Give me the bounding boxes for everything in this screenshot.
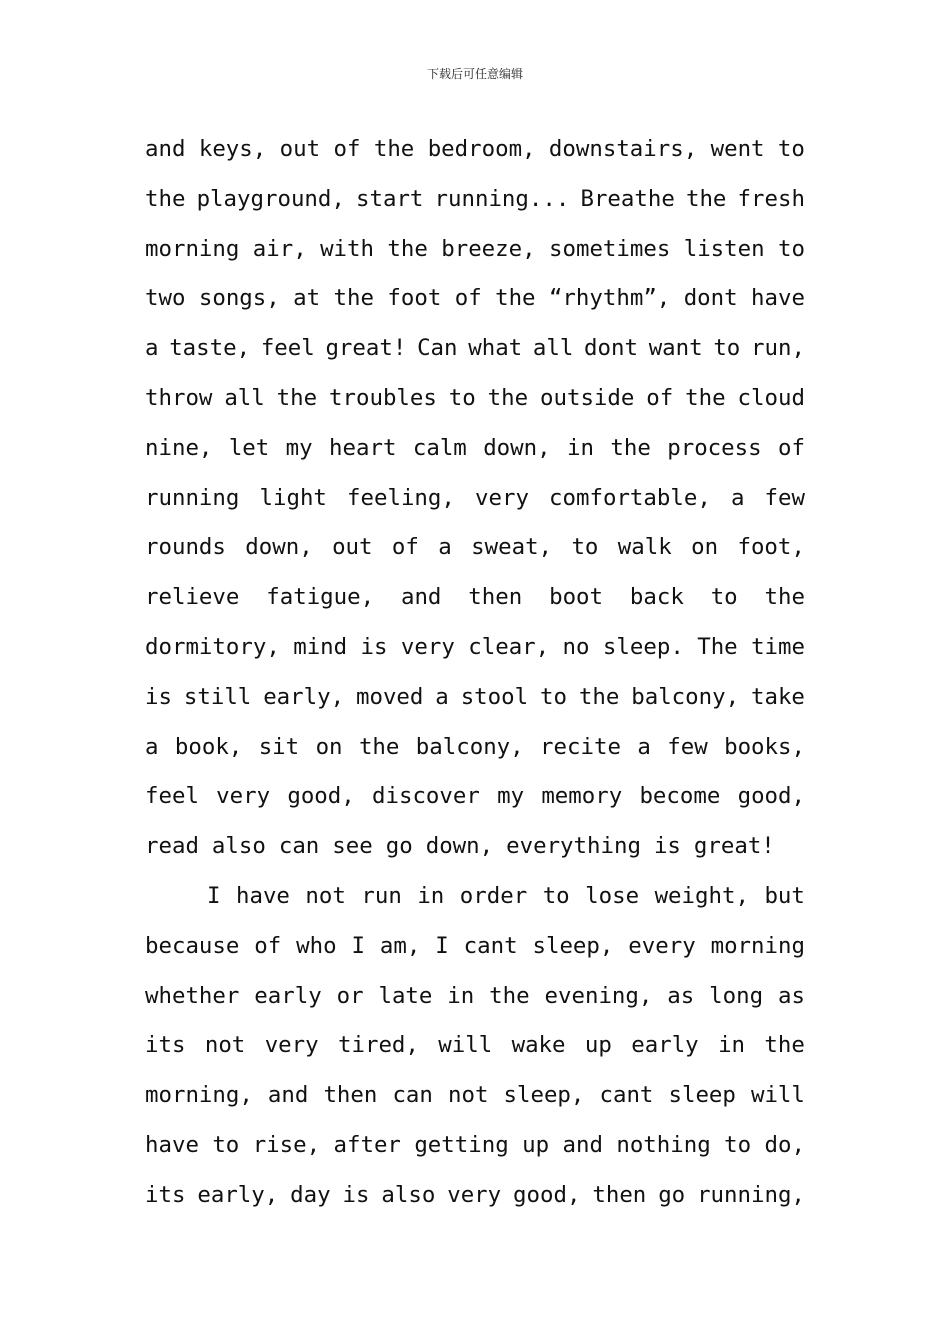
word: in [567, 434, 594, 461]
word: the [685, 185, 727, 212]
word: cloud [737, 384, 805, 411]
word: and [145, 136, 186, 162]
word: as [667, 982, 695, 1009]
word: a [637, 733, 651, 760]
word: is [653, 833, 681, 860]
word: not [204, 1032, 246, 1059]
word: to [571, 534, 599, 561]
word: mind [293, 633, 348, 660]
word: recite [540, 733, 621, 760]
word: let [228, 434, 270, 461]
word: no [562, 633, 590, 660]
word: very [264, 1032, 319, 1059]
document-body [145, 125, 805, 1221]
word: evening, [544, 982, 653, 1009]
word: up [522, 1131, 550, 1158]
word: rounds [145, 534, 226, 561]
word: day [290, 1181, 331, 1208]
word: not [447, 1082, 489, 1109]
word: sleep, [503, 1082, 585, 1109]
word: early [254, 982, 322, 1009]
word: stool [460, 683, 529, 710]
word: the [487, 384, 529, 411]
text-line [145, 474, 805, 524]
word: few [667, 733, 708, 760]
word: comfortable, [549, 484, 711, 511]
word: who [296, 932, 337, 959]
word: downstairs, [548, 136, 698, 162]
word: my [285, 434, 313, 461]
word: books, [724, 733, 805, 760]
word: the [373, 136, 415, 162]
word: dormitory, [145, 633, 280, 660]
word: the [387, 235, 428, 262]
word: a [438, 534, 452, 561]
word: have [751, 285, 805, 312]
word: everything [506, 833, 641, 860]
word: rise, [252, 1131, 321, 1158]
word: the [764, 584, 805, 611]
word: down, [483, 434, 551, 461]
word: of [391, 534, 419, 561]
word: lose [585, 882, 640, 909]
word: am, [379, 932, 421, 959]
word: dont [683, 285, 738, 312]
word: will [438, 1032, 493, 1059]
word: and [267, 1082, 309, 1109]
word: fresh [737, 185, 805, 212]
word: playground, [196, 185, 345, 212]
text-line [145, 573, 805, 623]
word: not [305, 882, 346, 909]
word: go [385, 833, 413, 860]
word: balcony, [415, 733, 524, 760]
word: out [332, 534, 373, 561]
word: the [578, 683, 620, 710]
text-line [145, 125, 805, 175]
word: very [475, 484, 529, 511]
word: then [592, 1181, 647, 1208]
word: early, [263, 683, 345, 710]
word: cant [599, 1082, 654, 1109]
text-line [145, 972, 805, 1022]
text-line [145, 822, 805, 872]
text-line [145, 772, 805, 822]
word: feel [145, 783, 199, 810]
word: morning [145, 235, 240, 262]
word: to [542, 882, 570, 909]
word: book, [174, 733, 243, 760]
word: a [435, 683, 449, 710]
word: sleep. [602, 633, 684, 660]
word: is [145, 683, 172, 710]
text-line [145, 1021, 805, 1071]
text-line [145, 324, 805, 374]
word: to [777, 136, 805, 162]
word: outside [540, 384, 635, 411]
word: a [145, 335, 159, 362]
paragraph [145, 872, 805, 1221]
word: to [778, 235, 805, 262]
word: on [691, 534, 719, 561]
word: nothing [616, 1131, 711, 1158]
word: I [207, 882, 221, 909]
word: down, [425, 833, 494, 860]
word: Can [417, 335, 458, 362]
word: boot [549, 584, 604, 611]
word: wake [511, 1032, 566, 1059]
word: the [495, 285, 536, 312]
word: to [713, 335, 741, 362]
word: tired, [338, 1032, 419, 1059]
word: down, [245, 534, 313, 561]
word: every [628, 932, 696, 959]
page-header: 下载后可任意编辑 [426, 67, 523, 81]
word: feel [260, 335, 315, 362]
word: feeling, [347, 484, 455, 511]
word: relieve [145, 584, 240, 611]
word: two [145, 285, 186, 312]
text-line [145, 673, 805, 723]
word: read [145, 833, 199, 860]
word: in [417, 882, 445, 909]
word: long [709, 982, 764, 1009]
word: early [631, 1032, 699, 1059]
word: with [320, 235, 374, 262]
word: become [639, 783, 721, 810]
word: of [333, 136, 361, 162]
word: bedroom, [427, 136, 536, 162]
text-line [145, 623, 805, 673]
word: keys, [198, 136, 267, 162]
word: also [211, 833, 266, 860]
word: sit [258, 733, 300, 760]
word: its [145, 1032, 186, 1059]
paragraph [145, 125, 805, 872]
text-line [145, 225, 805, 275]
word: a [145, 733, 159, 760]
word: walk [617, 534, 672, 561]
word: sweat, [471, 534, 553, 561]
word: running [145, 484, 240, 511]
word: to [710, 584, 738, 611]
word: very [400, 633, 455, 660]
word: great! [693, 833, 775, 860]
word: morning [710, 932, 805, 959]
word: good, [513, 1181, 581, 1208]
word: getting [414, 1131, 509, 1158]
word: good, [287, 783, 355, 810]
word: of [778, 434, 805, 461]
word: and [400, 584, 442, 611]
word: to [448, 384, 476, 411]
word: have [235, 882, 290, 909]
text-line [145, 922, 805, 972]
word: can [392, 1082, 433, 1109]
word: “rhythm”, [548, 285, 671, 312]
word: foot, [737, 534, 805, 561]
text-line [145, 523, 805, 573]
word: my [497, 783, 525, 810]
word: very [447, 1181, 502, 1208]
word: I [351, 932, 365, 959]
text-line [145, 1171, 805, 1221]
word: discover [372, 783, 480, 810]
word: late [378, 982, 433, 1009]
word: taste, [169, 335, 251, 362]
word: the [276, 384, 318, 411]
word: dont [584, 335, 638, 362]
word: is [360, 633, 388, 660]
word: of [454, 285, 482, 312]
word: all [532, 335, 574, 362]
word: whether [145, 982, 240, 1009]
word: memory [541, 783, 623, 810]
word: early, [197, 1181, 279, 1208]
word: foot [387, 285, 442, 312]
word: the [685, 384, 726, 411]
text-line [145, 723, 805, 773]
word: see [332, 833, 373, 860]
word: of [646, 384, 674, 411]
word: fatigue, [266, 584, 375, 611]
word: light [259, 484, 327, 511]
word: calm [412, 434, 467, 461]
text-line [145, 872, 805, 922]
word: moved [355, 683, 424, 710]
word: the [358, 733, 400, 760]
word: sleep, [532, 932, 614, 959]
word: will [750, 1082, 805, 1109]
word: breeze, [441, 235, 536, 262]
text-line [145, 424, 805, 474]
word: The [697, 633, 738, 660]
word: all [224, 384, 265, 411]
word: up [584, 1032, 612, 1059]
text-line [145, 274, 805, 324]
word: go [658, 1181, 686, 1208]
word: the [764, 1032, 805, 1059]
word: Breathe [580, 185, 675, 212]
word: good, [737, 783, 805, 810]
word: the [489, 982, 530, 1009]
word: went [710, 136, 765, 162]
word: the [333, 285, 374, 312]
word: very [216, 783, 271, 810]
word: but [764, 882, 805, 909]
word: can [278, 833, 320, 860]
word: order [459, 882, 528, 909]
word: throw [145, 384, 213, 411]
word: because [145, 932, 240, 959]
word: still [183, 683, 252, 710]
word: troubles [329, 384, 437, 411]
word: morning, [145, 1082, 253, 1109]
word: in [718, 1032, 746, 1059]
word: then [323, 1082, 378, 1109]
word: run, [751, 335, 805, 362]
word: of [254, 932, 282, 959]
word: back [629, 584, 684, 611]
word: great! [325, 335, 407, 362]
word: to [724, 1131, 752, 1158]
word: is [342, 1181, 370, 1208]
word: have [145, 1131, 199, 1158]
word: I [435, 932, 449, 959]
word: time [751, 633, 805, 660]
word: or [336, 982, 364, 1009]
word: process [667, 434, 762, 461]
word: on [315, 733, 343, 760]
word: also [381, 1181, 436, 1208]
word: do, [764, 1131, 805, 1158]
word: nine, [145, 434, 213, 461]
word: listen [683, 235, 765, 262]
word: cant [463, 932, 518, 959]
word: weight, [654, 882, 749, 909]
word: after [333, 1131, 401, 1158]
word: what [468, 335, 523, 362]
text-line [145, 175, 805, 225]
word: and [562, 1131, 603, 1158]
word: want [648, 335, 703, 362]
word: few [764, 484, 805, 511]
word: running, [697, 1181, 805, 1208]
word: the [610, 434, 651, 461]
word: running... [434, 185, 570, 212]
word: run [361, 882, 402, 909]
text-line [145, 1121, 805, 1171]
word: balcony, [631, 683, 740, 710]
word: to [540, 683, 567, 710]
word: sometimes [549, 235, 671, 262]
word: heart [329, 434, 397, 461]
word: in [447, 982, 475, 1009]
word: air, [252, 235, 307, 262]
text-line [145, 1071, 805, 1121]
word: songs, [198, 285, 280, 312]
word: to [212, 1131, 240, 1158]
word: its [145, 1181, 186, 1208]
word: a [730, 484, 745, 511]
word: the [145, 185, 186, 212]
word: at [293, 285, 321, 312]
word: as [777, 982, 805, 1009]
word: out [279, 136, 321, 162]
word: take [750, 683, 805, 710]
word: then [468, 584, 523, 611]
word: start [356, 185, 424, 212]
text-line [145, 374, 805, 424]
word: clear, [468, 633, 550, 660]
word: sleep [668, 1082, 736, 1109]
